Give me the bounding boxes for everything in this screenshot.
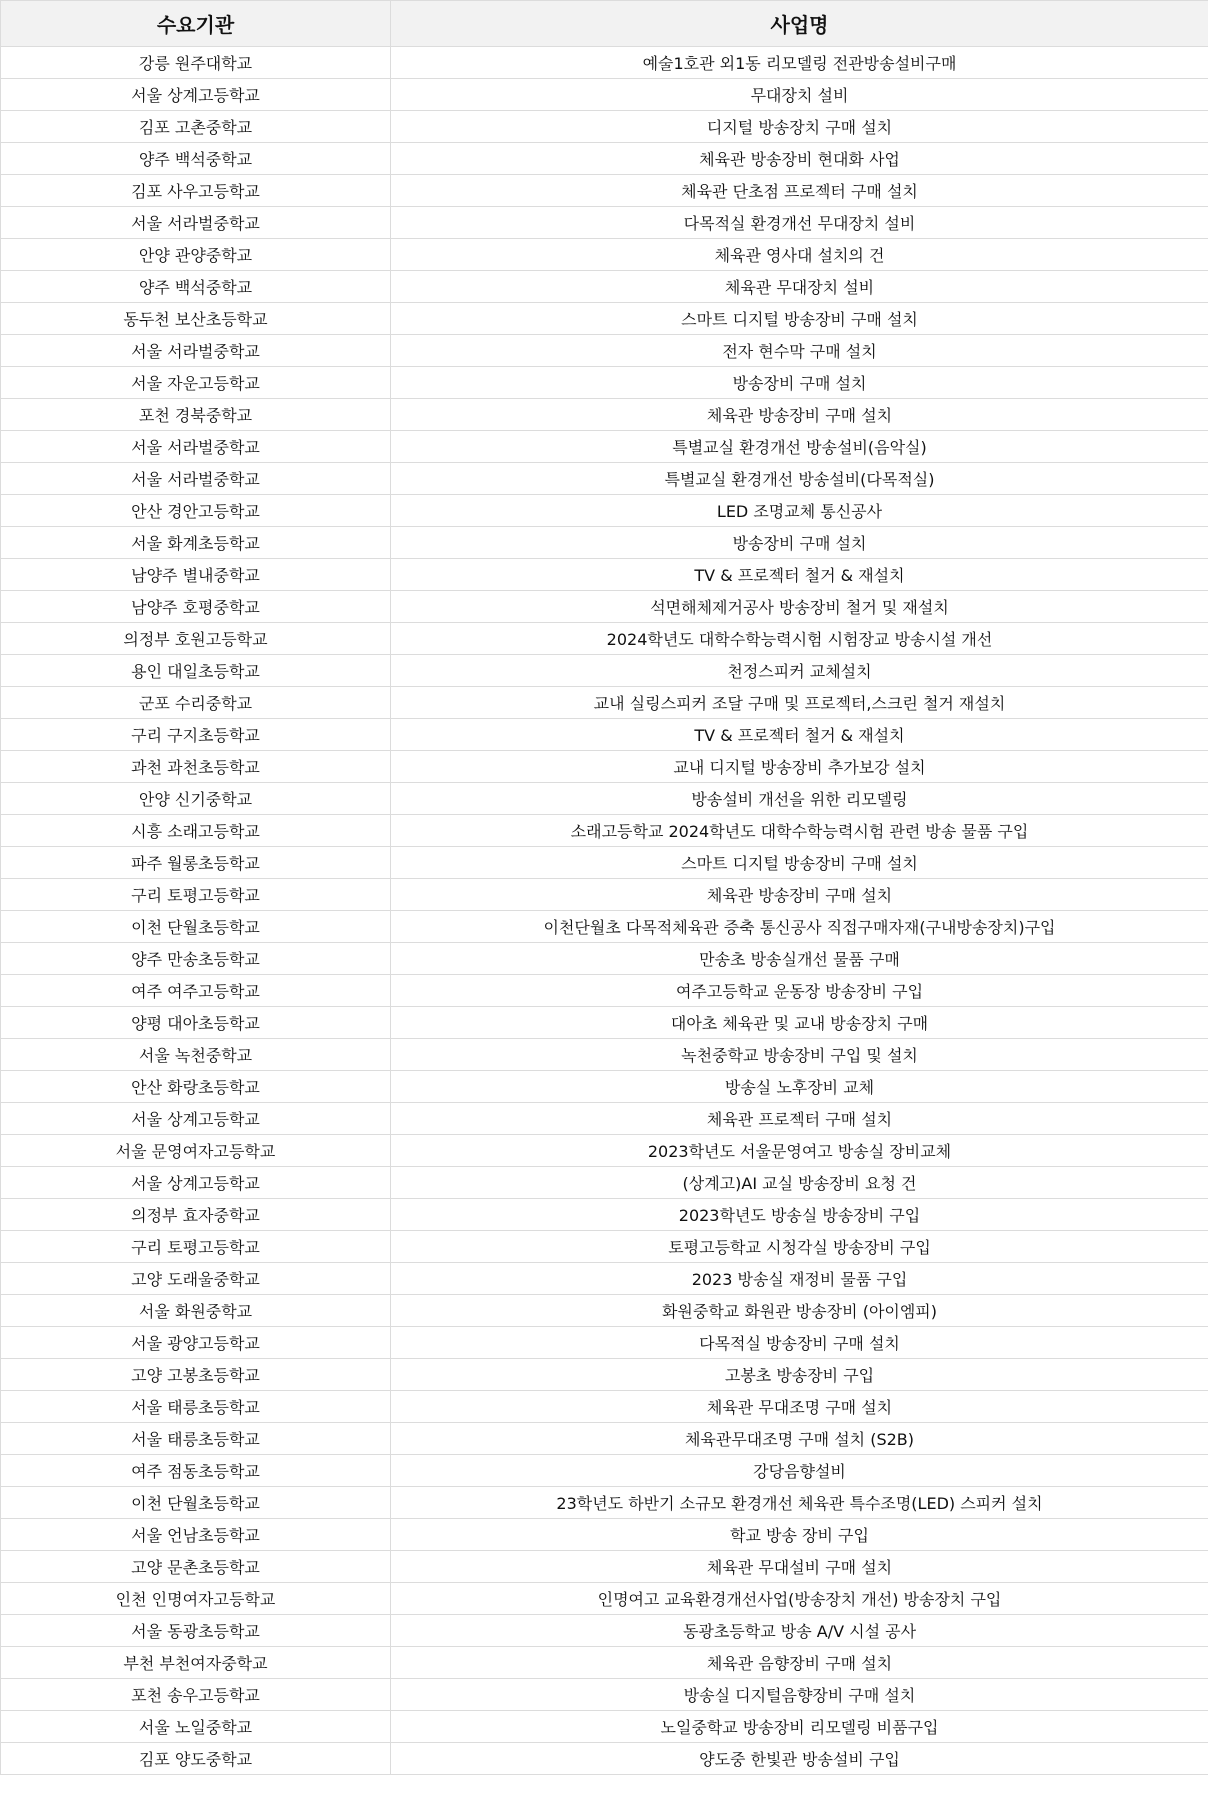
project-name-cell: 체육관 방송장비 현대화 사업 bbox=[391, 143, 1208, 175]
agency-cell: 안양 신기중학교 bbox=[1, 783, 391, 815]
agency-cell: 부천 부천여자중학교 bbox=[1, 1647, 391, 1679]
agency-cell: 서울 노일중학교 bbox=[1, 1711, 391, 1743]
header-row bbox=[1, 1, 1208, 47]
table-row bbox=[1, 1583, 1208, 1615]
table-row bbox=[1, 1519, 1208, 1551]
agency-cell: 양주 백석중학교 bbox=[1, 271, 391, 303]
table-row bbox=[1, 591, 1208, 623]
agency-cell: 이천 단월초등학교 bbox=[1, 1487, 391, 1519]
agency-cell: 강릉 원주대학교 bbox=[1, 47, 391, 79]
table-row bbox=[1, 1167, 1208, 1199]
agency-cell: 구리 토평고등학교 bbox=[1, 879, 391, 911]
project-name-cell: 특별교실 환경개선 방송설비(다목적실) bbox=[391, 463, 1208, 495]
project-name-cell: (상계고)AI 교실 방송장비 요청 건 bbox=[391, 1167, 1208, 1199]
table-row bbox=[1, 1679, 1208, 1711]
agency-cell: 서울 서라벌중학교 bbox=[1, 207, 391, 239]
agency-cell: 고양 도래울중학교 bbox=[1, 1263, 391, 1295]
project-name-cell: 체육관 방송장비 구매 설치 bbox=[391, 399, 1208, 431]
agency-cell: 여주 점동초등학교 bbox=[1, 1455, 391, 1487]
table-row bbox=[1, 175, 1208, 207]
project-name-cell: 체육관 무대설비 구매 설치 bbox=[391, 1551, 1208, 1583]
agency-cell: 서울 자운고등학교 bbox=[1, 367, 391, 399]
project-name-cell: 체육관 음향장비 구매 설치 bbox=[391, 1647, 1208, 1679]
project-name-cell: 대아초 체육관 및 교내 방송장치 구매 bbox=[391, 1007, 1208, 1039]
agency-cell: 안산 화랑초등학교 bbox=[1, 1071, 391, 1103]
header-agency: 수요기관 bbox=[1, 1, 391, 47]
agency-cell: 동두천 보산초등학교 bbox=[1, 303, 391, 335]
table-row bbox=[1, 303, 1208, 335]
project-name-cell: 방송실 노후장비 교체 bbox=[391, 1071, 1208, 1103]
table-row bbox=[1, 495, 1208, 527]
agency-cell: 군포 수리중학교 bbox=[1, 687, 391, 719]
project-name-cell: 고봉초 방송장비 구입 bbox=[391, 1359, 1208, 1391]
project-name-cell: 방송장비 구매 설치 bbox=[391, 527, 1208, 559]
agency-cell: 서울 서라벌중학교 bbox=[1, 463, 391, 495]
project-name-cell: 예술1호관 외1동 리모델링 전관방송설비구매 bbox=[391, 47, 1208, 79]
project-name-cell: 다목적실 방송장비 구매 설치 bbox=[391, 1327, 1208, 1359]
project-name-cell: 체육관 무대장치 설비 bbox=[391, 271, 1208, 303]
project-name-cell: 디지털 방송장치 구매 설치 bbox=[391, 111, 1208, 143]
agency-cell: 과천 과천초등학교 bbox=[1, 751, 391, 783]
table-row bbox=[1, 47, 1208, 79]
project-name-cell: 23학년도 하반기 소규모 환경개선 체육관 특수조명(LED) 스피커 설치 bbox=[391, 1487, 1208, 1519]
table-row bbox=[1, 399, 1208, 431]
agency-cell: 서울 태릉초등학교 bbox=[1, 1391, 391, 1423]
project-name-cell: 2023학년도 서울문영여고 방송실 장비교체 bbox=[391, 1135, 1208, 1167]
table-row bbox=[1, 975, 1208, 1007]
table-row bbox=[1, 687, 1208, 719]
table-row bbox=[1, 911, 1208, 943]
table-row bbox=[1, 207, 1208, 239]
project-name-cell: 천정스피커 교체설치 bbox=[391, 655, 1208, 687]
table-row bbox=[1, 1039, 1208, 1071]
table-row bbox=[1, 111, 1208, 143]
table-row bbox=[1, 783, 1208, 815]
agency-cell: 서울 상계고등학교 bbox=[1, 1167, 391, 1199]
table-row bbox=[1, 79, 1208, 111]
project-name-cell: 녹천중학교 방송장비 구입 및 설치 bbox=[391, 1039, 1208, 1071]
agency-cell: 인천 인명여자고등학교 bbox=[1, 1583, 391, 1615]
agency-cell: 포천 경북중학교 bbox=[1, 399, 391, 431]
table-row bbox=[1, 1007, 1208, 1039]
agency-cell: 서울 서라벌중학교 bbox=[1, 431, 391, 463]
agency-cell: 고양 고봉초등학교 bbox=[1, 1359, 391, 1391]
table-row bbox=[1, 463, 1208, 495]
agency-cell: 서울 화원중학교 bbox=[1, 1295, 391, 1327]
agency-cell: 파주 월롱초등학교 bbox=[1, 847, 391, 879]
project-name-cell: 체육관 무대조명 구매 설치 bbox=[391, 1391, 1208, 1423]
table-row bbox=[1, 847, 1208, 879]
table-row bbox=[1, 1135, 1208, 1167]
project-name-cell: 방송장비 구매 설치 bbox=[391, 367, 1208, 399]
agency-cell: 서울 녹천중학교 bbox=[1, 1039, 391, 1071]
agency-cell: 양주 만송초등학교 bbox=[1, 943, 391, 975]
table-row bbox=[1, 335, 1208, 367]
table-row bbox=[1, 1199, 1208, 1231]
project-name-cell: 스마트 디지털 방송장비 구매 설치 bbox=[391, 303, 1208, 335]
project-name-cell: 스마트 디지털 방송장비 구매 설치 bbox=[391, 847, 1208, 879]
project-name-cell: 소래고등학교 2024학년도 대학수학능력시험 관련 방송 물품 구입 bbox=[391, 815, 1208, 847]
table-row bbox=[1, 1647, 1208, 1679]
project-name-cell: 강당음향설비 bbox=[391, 1455, 1208, 1487]
project-name-cell: 방송설비 개선을 위한 리모델링 bbox=[391, 783, 1208, 815]
project-name-cell: 석면해체제거공사 방송장비 철거 및 재설치 bbox=[391, 591, 1208, 623]
project-name-cell: 화원중학교 화원관 방송장비 (아이엠피) bbox=[391, 1295, 1208, 1327]
project-name-cell: 만송초 방송실개선 물품 구매 bbox=[391, 943, 1208, 975]
agency-cell: 서울 언남초등학교 bbox=[1, 1519, 391, 1551]
table-row bbox=[1, 239, 1208, 271]
project-name-cell: LED 조명교체 통신공사 bbox=[391, 495, 1208, 527]
table-row bbox=[1, 815, 1208, 847]
table-row bbox=[1, 1103, 1208, 1135]
agency-cell: 서울 화계초등학교 bbox=[1, 527, 391, 559]
agency-cell: 포천 송우고등학교 bbox=[1, 1679, 391, 1711]
agency-cell: 남양주 별내중학교 bbox=[1, 559, 391, 591]
table-row bbox=[1, 1071, 1208, 1103]
project-name-cell: 인명여고 교육환경개선사업(방송장치 개선) 방송장치 구입 bbox=[391, 1583, 1208, 1615]
table-row bbox=[1, 751, 1208, 783]
agency-cell: 서울 태릉초등학교 bbox=[1, 1423, 391, 1455]
agency-cell: 양평 대아초등학교 bbox=[1, 1007, 391, 1039]
agency-cell: 용인 대일초등학교 bbox=[1, 655, 391, 687]
table-row bbox=[1, 1391, 1208, 1423]
table-body bbox=[1, 47, 1208, 1775]
project-name-cell: 체육관 프로젝터 구매 설치 bbox=[391, 1103, 1208, 1135]
project-name-cell: 무대장치 설비 bbox=[391, 79, 1208, 111]
project-name-cell: 체육관무대조명 구매 설치 (S2B) bbox=[391, 1423, 1208, 1455]
project-name-cell: 토평고등학교 시청각실 방송장비 구입 bbox=[391, 1231, 1208, 1263]
table-row bbox=[1, 431, 1208, 463]
project-name-cell: 교내 디지털 방송장비 추가보강 설치 bbox=[391, 751, 1208, 783]
table-row bbox=[1, 1551, 1208, 1583]
project-name-cell: 체육관 단초점 프로젝터 구매 설치 bbox=[391, 175, 1208, 207]
agency-cell: 양주 백석중학교 bbox=[1, 143, 391, 175]
table-row bbox=[1, 1615, 1208, 1647]
project-name-cell: 체육관 방송장비 구매 설치 bbox=[391, 879, 1208, 911]
agency-cell: 시흥 소래고등학교 bbox=[1, 815, 391, 847]
project-name-cell: 노일중학교 방송장비 리모델링 비품구입 bbox=[391, 1711, 1208, 1743]
project-name-cell: 2023학년도 방송실 방송장비 구입 bbox=[391, 1199, 1208, 1231]
table-row bbox=[1, 527, 1208, 559]
agency-cell: 의정부 효자중학교 bbox=[1, 1199, 391, 1231]
table-row bbox=[1, 1423, 1208, 1455]
table-row bbox=[1, 1263, 1208, 1295]
agency-cell: 구리 구지초등학교 bbox=[1, 719, 391, 751]
agency-cell: 이천 단월초등학교 bbox=[1, 911, 391, 943]
agency-cell: 서울 문영여자고등학교 bbox=[1, 1135, 391, 1167]
table-row bbox=[1, 879, 1208, 911]
table-row bbox=[1, 367, 1208, 399]
project-name-cell: TV & 프로젝터 철거 & 재설치 bbox=[391, 719, 1208, 751]
agency-cell: 안양 관양중학교 bbox=[1, 239, 391, 271]
project-name-cell: 학교 방송 장비 구입 bbox=[391, 1519, 1208, 1551]
project-name-cell: 2023 방송실 재정비 물품 구입 bbox=[391, 1263, 1208, 1295]
table-row bbox=[1, 1455, 1208, 1487]
project-name-cell: 방송실 디지털음향장비 구매 설치 bbox=[391, 1679, 1208, 1711]
table-row bbox=[1, 1487, 1208, 1519]
project-name-cell: 이천단월초 다목적체육관 증축 통신공사 직접구매자재(구내방송장치)구입 bbox=[391, 911, 1208, 943]
table-row bbox=[1, 143, 1208, 175]
project-name-cell: 양도중 한빛관 방송설비 구입 bbox=[391, 1743, 1208, 1775]
project-name-cell: 여주고등학교 운동장 방송장비 구입 bbox=[391, 975, 1208, 1007]
table-row bbox=[1, 1743, 1208, 1775]
project-name-cell: 전자 현수막 구매 설치 bbox=[391, 335, 1208, 367]
table-row bbox=[1, 1359, 1208, 1391]
project-name-cell: 교내 실링스피커 조달 구매 및 프로젝터,스크린 철거 재설치 bbox=[391, 687, 1208, 719]
agency-cell: 여주 여주고등학교 bbox=[1, 975, 391, 1007]
agency-cell: 김포 양도중학교 bbox=[1, 1743, 391, 1775]
agency-cell: 남양주 호평중학교 bbox=[1, 591, 391, 623]
agency-cell: 안산 경안고등학교 bbox=[1, 495, 391, 527]
table-row bbox=[1, 271, 1208, 303]
table-row bbox=[1, 1711, 1208, 1743]
agency-cell: 서울 광양고등학교 bbox=[1, 1327, 391, 1359]
agency-cell: 의정부 호원고등학교 bbox=[1, 623, 391, 655]
project-name-cell: 동광초등학교 방송 A/V 시설 공사 bbox=[391, 1615, 1208, 1647]
agency-cell: 구리 토평고등학교 bbox=[1, 1231, 391, 1263]
table-row bbox=[1, 943, 1208, 975]
table-row bbox=[1, 655, 1208, 687]
project-name-cell: 체육관 영사대 설치의 건 bbox=[391, 239, 1208, 271]
project-name-cell: 다목적실 환경개선 무대장치 설비 bbox=[391, 207, 1208, 239]
agency-cell: 서울 상계고등학교 bbox=[1, 1103, 391, 1135]
agency-cell: 김포 사우고등학교 bbox=[1, 175, 391, 207]
table-row bbox=[1, 559, 1208, 591]
project-name-cell: 특별교실 환경개선 방송설비(음악실) bbox=[391, 431, 1208, 463]
table-row bbox=[1, 623, 1208, 655]
agency-cell: 김포 고촌중학교 bbox=[1, 111, 391, 143]
agency-cell: 서울 동광초등학교 bbox=[1, 1615, 391, 1647]
table-row bbox=[1, 1231, 1208, 1263]
project-name-cell: TV & 프로젝터 철거 & 재설치 bbox=[391, 559, 1208, 591]
table-row bbox=[1, 1295, 1208, 1327]
agency-cell: 고양 문촌초등학교 bbox=[1, 1551, 391, 1583]
agency-cell: 서울 서라벌중학교 bbox=[1, 335, 391, 367]
table-row bbox=[1, 719, 1208, 751]
project-name-cell: 2024학년도 대학수학능력시험 시험장교 방송시설 개선 bbox=[391, 623, 1208, 655]
header-project-name: 사업명 bbox=[391, 1, 1208, 47]
agency-cell: 서울 상계고등학교 bbox=[1, 79, 391, 111]
table-row bbox=[1, 1327, 1208, 1359]
